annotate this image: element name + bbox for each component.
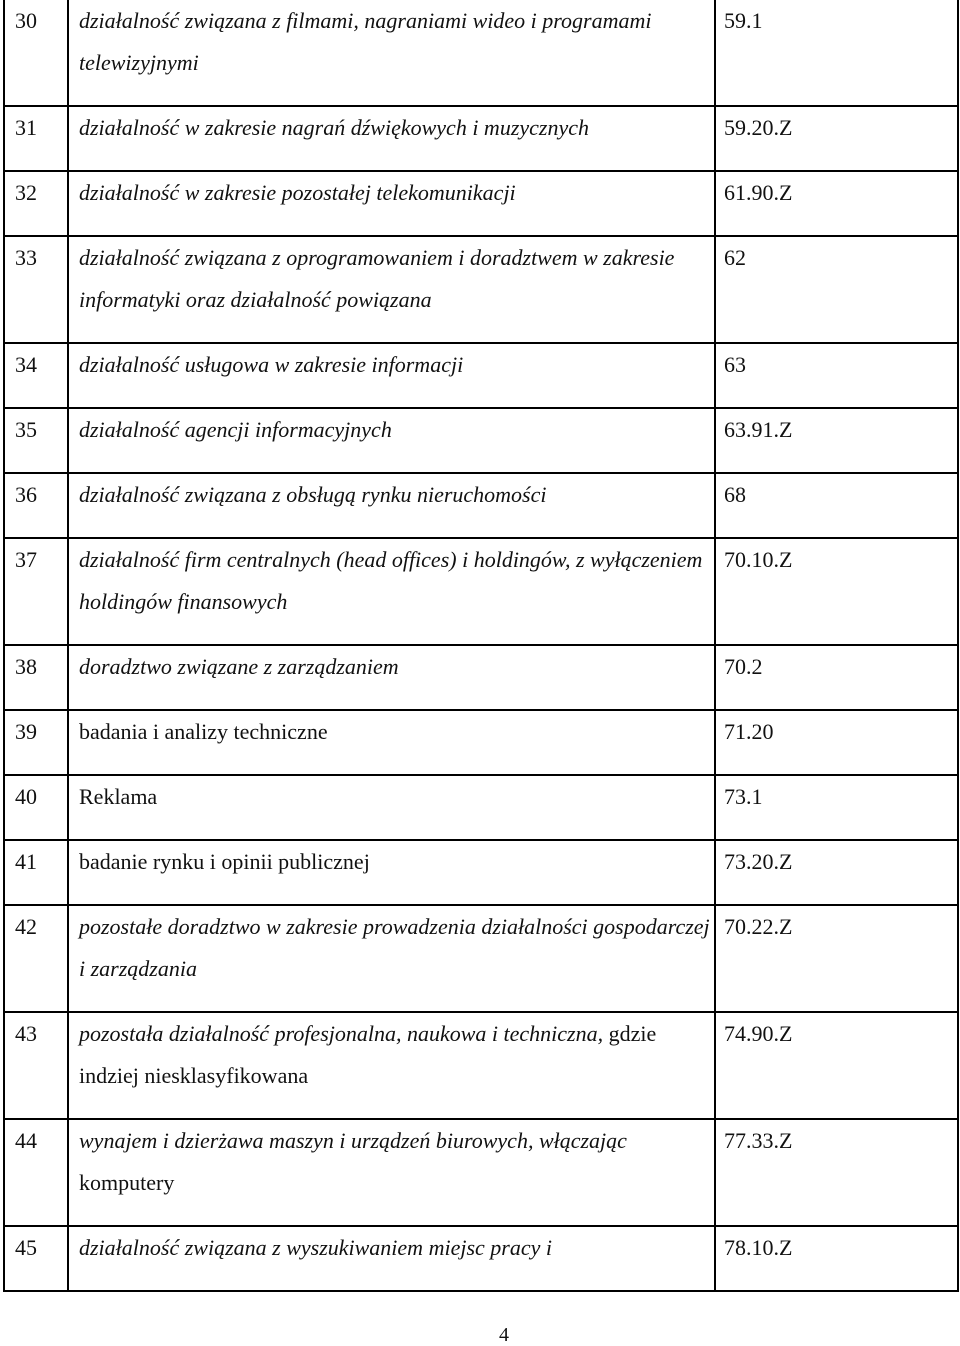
activity-name: badanie rynku i opinii publicznej [79,849,370,874]
table-row [4,775,958,840]
row-number-cell: 38 [4,645,68,710]
activity-name: działalność firm centralnych (head offices) i holdingów, z wyłączeniem holdingów finansowych [79,547,703,614]
table-row [4,1226,958,1291]
activity-name-cell [68,710,715,775]
row-number-cell: 41 [4,840,68,905]
activity-name-cell [68,645,715,710]
table-row [4,343,958,408]
activity-name: działalność związana z filmami, nagraniami wideo i programami telewizyjnymi [79,8,652,75]
pkd-code-cell: 78.10.Z [715,1226,958,1291]
pkd-code-cell: 70.22.Z [715,905,958,1012]
table-row [4,0,958,106]
table-row [4,710,958,775]
activity-name: działalność agencji informacyjnych [79,417,392,442]
activity-name: Reklama [79,784,158,809]
activity-name: działalność związana z obsługą rynku nieruchomości [79,482,547,507]
pkd-code-cell: 70.2 [715,645,958,710]
pkd-code-cell: 77.33.Z [715,1119,958,1226]
pkd-code-cell: 59.1 [715,0,958,106]
page-number: 4 [499,1324,509,1346]
activity-name: działalność usługowa w zakresie informacji [79,352,464,377]
pkd-code-cell: 62 [715,236,958,343]
table-row [4,840,958,905]
pkd-code-cell: 71.20 [715,710,958,775]
table-row [4,171,958,236]
table-body [4,0,958,1291]
pkd-code-cell: 70.10.Z [715,538,958,645]
activity-name-cell [68,905,715,1012]
activity-name: działalność związana z wyszukiwaniem miejsc pracy i [79,1235,552,1260]
row-number-cell: 32 [4,171,68,236]
activity-name-cell [68,343,715,408]
activity-name-cell [68,1119,715,1226]
activity-name: doradztwo związane z zarządzaniem [79,654,399,679]
activity-name: działalność związana z oprogramowaniem i doradztwem w zakresie informatyki oraz działalność powiązana [79,245,675,312]
row-number-cell: 42 [4,905,68,1012]
pkd-code-cell: 73.1 [715,775,958,840]
row-number-cell: 33 [4,236,68,343]
activity-name-cell [68,236,715,343]
pkd-code-cell: 63.91.Z [715,408,958,473]
table-row [4,905,958,1012]
row-number-cell: 44 [4,1119,68,1226]
pkd-code-cell: 68 [715,473,958,538]
table-row [4,408,958,473]
row-number-cell: 40 [4,775,68,840]
activity-name-cell [68,106,715,171]
row-number-cell: 31 [4,106,68,171]
row-number-cell: 45 [4,1226,68,1291]
row-number-cell: 36 [4,473,68,538]
activity-name-part: gdzie indziej niesklasyfikowana [79,1021,657,1088]
activity-name: działalność w zakresie pozostałej telekomunikacji [79,180,516,205]
activity-name-part: wynajem i dzierżawa maszyn i urządzeń biurowych, włączając [79,1128,627,1153]
row-number-cell: 30 [4,0,68,106]
pkd-code-cell: 63 [715,343,958,408]
pkd-code-cell: 73.20.Z [715,840,958,905]
activity-name-cell [68,408,715,473]
table-row [4,1012,958,1119]
activity-name: badania i analizy techniczne [79,719,328,744]
pkd-activity-table [3,0,959,1292]
row-number-cell: 43 [4,1012,68,1119]
activity-name-cell [68,1012,715,1119]
row-number-cell: 34 [4,343,68,408]
activity-name-cell [68,1226,715,1291]
table-row [4,236,958,343]
table-row [4,473,958,538]
activity-name: pozostałe doradztwo w zakresie prowadzenia działalności gospodarczej i zarządzania [79,914,710,981]
row-number-cell: 37 [4,538,68,645]
activity-name-cell [68,0,715,106]
activity-name-cell [68,538,715,645]
pkd-code-cell: 59.20.Z [715,106,958,171]
table-row [4,645,958,710]
activity-name-cell [68,473,715,538]
table-row [4,1119,958,1226]
pkd-code-cell: 61.90.Z [715,171,958,236]
row-number-cell: 39 [4,710,68,775]
table-row [4,106,958,171]
pkd-code-cell: 74.90.Z [715,1012,958,1119]
activity-name-cell [68,171,715,236]
activity-name-part: komputery [79,1170,175,1195]
activity-name-cell [68,775,715,840]
row-number-cell: 35 [4,408,68,473]
activity-name-cell [68,840,715,905]
activity-name: działalność w zakresie nagrań dźwiękowych i muzycznych [79,115,589,140]
activity-name-part: pozostała działalność profesjonalna, naukowa i techniczna, [79,1021,604,1046]
table-row [4,538,958,645]
